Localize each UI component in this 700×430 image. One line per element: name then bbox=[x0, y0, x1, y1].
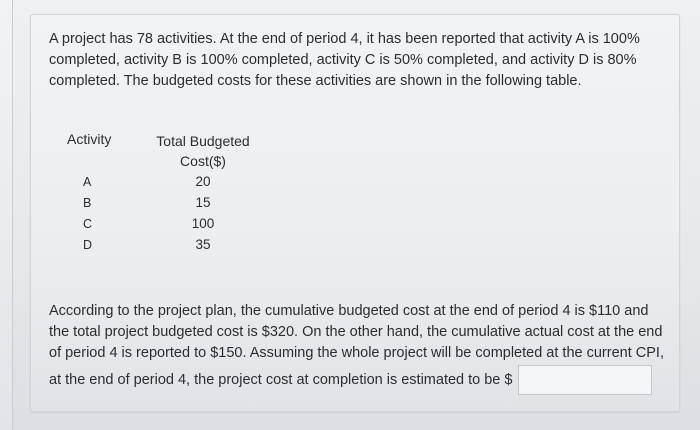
table-header-cost-line1: Total Budgeted bbox=[156, 133, 250, 149]
table-header-cost-line2: Cost($) bbox=[180, 153, 226, 169]
table-header-activity: Activity bbox=[67, 131, 112, 147]
table-cell-cost-b: 15 bbox=[195, 195, 211, 210]
answer-input[interactable] bbox=[518, 365, 652, 395]
table-cell-cost-d: 35 bbox=[195, 237, 211, 252]
answer-prompt: at the end of period 4, the project cost at completion is estimated to be $ bbox=[49, 372, 513, 388]
table-cell-cost-a: 20 bbox=[195, 174, 211, 189]
table-cell-activity-d: D bbox=[83, 238, 93, 252]
table-cell-activity-c: C bbox=[83, 217, 93, 231]
question-paragraph-2: According to the project plan, the cumulative budgeted cost at the end of period 4 is $110 and the total project budgeted cost is $320. On the other hand, the cumulative actual cost at the end of period 4 is reported to $150. Assuming the whole project will be completed at the current CPI, bbox=[49, 303, 664, 361]
table-header-cost bbox=[153, 131, 253, 171]
table-cell-activity-a: A bbox=[83, 175, 92, 189]
question-intro: A project has 78 activities. At the end of period 4, it has been reported that activity A is 100% completed, activity B is 100% completed, activity C is 50% completed, and activity D is 80% completed. The budgeted costs for these activities are shown in the following table. bbox=[49, 31, 640, 89]
table-cell-cost-c: 100 bbox=[191, 216, 215, 231]
left-panel-edge bbox=[0, 0, 13, 430]
table-cell-activity-b: B bbox=[83, 196, 92, 210]
question-box bbox=[30, 14, 680, 412]
